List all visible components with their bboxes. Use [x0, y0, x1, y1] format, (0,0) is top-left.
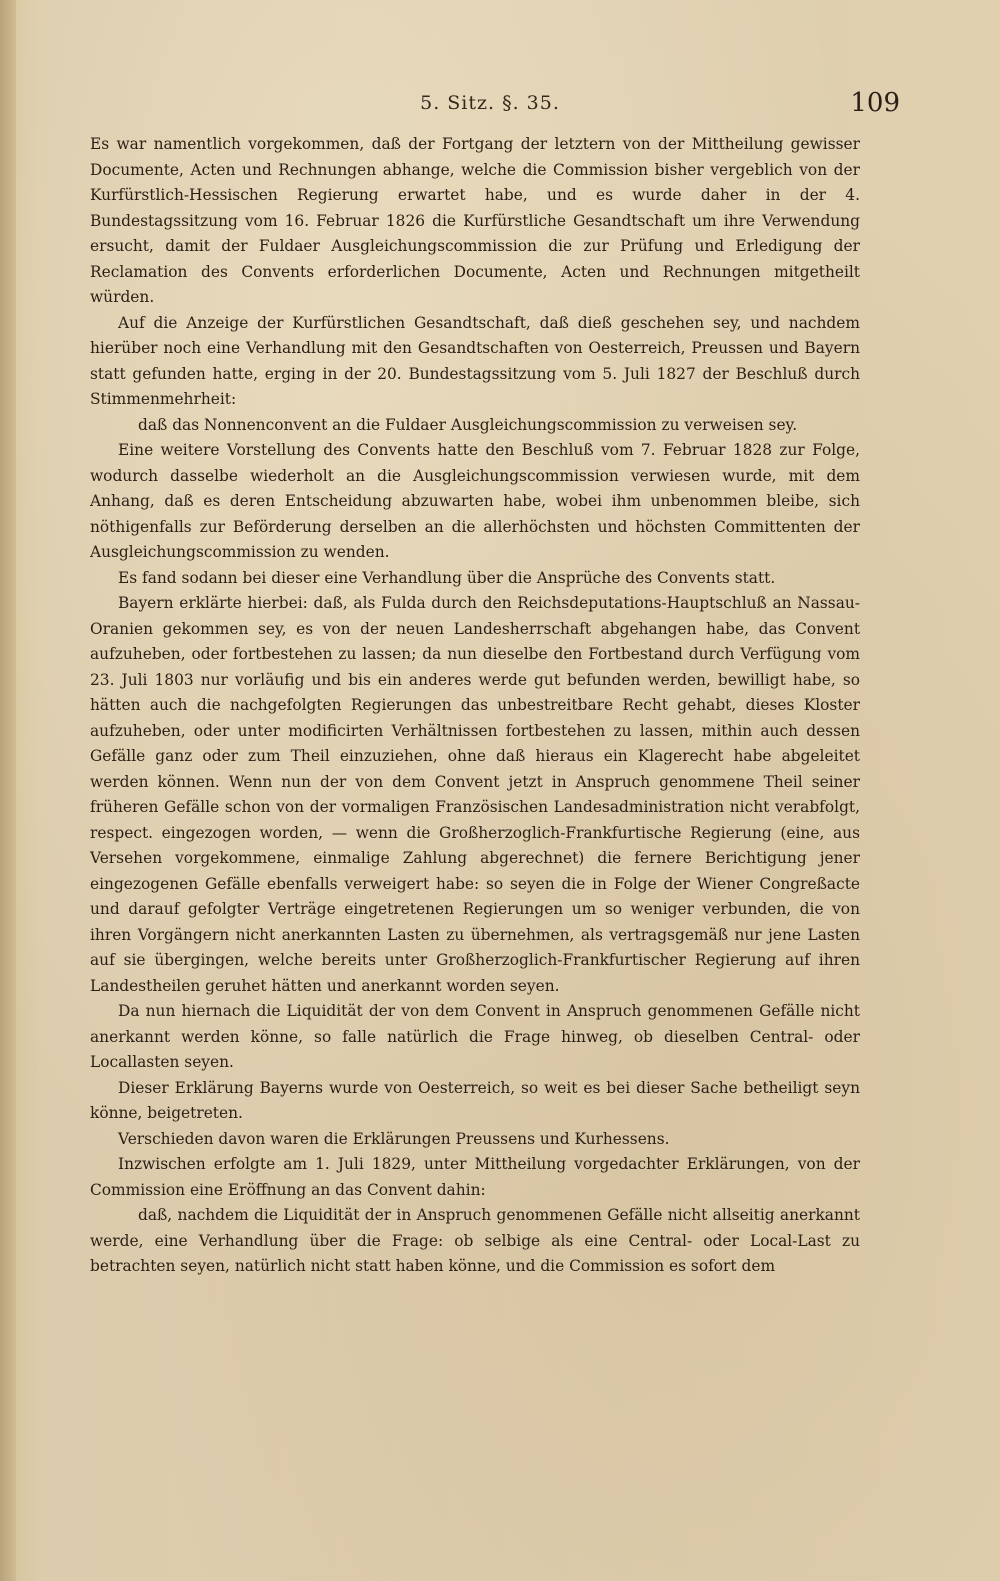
page-spine-shadow [0, 0, 16, 1581]
paragraph: Dieser Erklärung Bayerns wurde von Oesterreich, so weit es bei dieser Sache betheiligt seyn könne, beigetreten. [90, 1078, 860, 1122]
quoted-resolution: daß, nachdem die Liquidität der in Anspruch genommenen Gefälle nicht allseitig anerkannt werde, eine Verhandlung über die Frage: ob selbige als eine Central- oder Local-Last zu betrachten seyen, natürlich nicht statt haben könne, und die Commission es sofort dem [90, 1206, 860, 1275]
paragraph: Auf die Anzeige der Kurfürstlichen Gesandtschaft, daß dieß geschehen sey, und nachdem hierüber noch eine Verhandlung mit den Gesandtschaften von Oesterreich, Preussen und Bayern statt gefunden hatte, erging in der 20. Bundestagssitzung vom 5. Juli 1827 der Beschluß durch Stimmenmehrheit: [90, 313, 860, 408]
paragraph: Da nun hiernach die Liquidität der von dem Convent in Anspruch genommenen Gefälle nicht anerkannt werden könne, so falle natürlich die Frage hinweg, ob dieselben Central- oder Locallasten seyen. [90, 1002, 860, 1071]
paragraph: Verschieden davon waren die Erklärungen Preussens und Kurhessens. [118, 1129, 670, 1148]
running-head: 5. Sitz. §. 35. [420, 92, 560, 114]
page-number: 109 [850, 88, 900, 118]
paragraph: Es war namentlich vorgekommen, daß der Fortgang der letztern von der Mittheilung gewisser Documente, Acten und Rechnungen abhange, welche die Commission bisher vergeblich von der Kurfürstlich-Hessischen Regierung erwartet habe, und es wurde daher in der 4. Bundestagssitzung vom 16. Februar 1826 die Kurfürstliche Gesandtschaft um ihre Verwendung ersucht, damit der Fuldaer Ausgleichungscommission die zur Prüfung und Erledigung der Reclamation des Convents erforderlichen Documente, Acten und Rechnungen mitgetheilt würden. [90, 135, 860, 306]
page-header [80, 88, 900, 126]
paragraph: Inzwischen erfolgte am 1. Juli 1829, unter Mittheilung vorgedachter Erklärungen, von der Commission eine Eröffnung an das Convent dahin: [90, 1155, 860, 1199]
paragraph: Es fand sodann bei dieser eine Verhandlung über die Ansprüche des Convents statt. [118, 568, 776, 587]
body-text [90, 132, 860, 1280]
quoted-resolution: daß das Nonnenconvent an die Fuldaer Ausgleichungscommission zu verweisen sey. [138, 415, 798, 434]
paragraph: Eine weitere Vorstellung des Convents hatte den Beschluß vom 7. Februar 1828 zur Folge, wodurch dasselbe wiederholt an die Ausgleichungscommission verwiesen wurde, mit dem Anhang, daß es deren Entscheidung abzuwarten habe, wobei ihm unbenommen bleibe, sich nöthigenfalls zur Beförderung derselben an die allerhöchsten und höchsten Committenten der Ausgleichungscommission zu wenden. [90, 441, 860, 561]
paragraph: Bayern erklärte hierbei: daß, als Fulda durch den Reichsdeputations-Hauptschluß an Nassau-Oranien gekommen sey, es von der neuen Landesherrschaft abgehangen habe, das Convent aufzuheben, oder fortbestehen zu lassen; da nun dieselbe den Fortbestand durch Verfügung vom 23. Juli 1803 nur vorläufig und bis ein anderes werde gut befunden werden, bewilligt habe, so hätten auch die nachgefolgten Regierungen das unbestreitbare Recht gehabt, dieses Kloster aufzuheben, oder unter modificirten Verhältnissen fortbestehen zu lassen, mithin auch dessen Gefälle ganz oder zum Theil einzuziehen, ohne daß hieraus ein Klagerecht habe abgeleitet werden können. Wenn nun der von dem Convent jetzt in Anspruch genommene Theil seiner früheren Gefälle schon von der vormaligen Französischen Landesadministration nicht verabfolgt, respect. eingezogen worden, — wenn die Großherzoglich-Frankfurtische Regierung (eine, aus Versehen vorgekommene, einmalige Zahlung abgerechnet) die fernere Berichtigung jener eingezogenen Gefälle ebenfalls verweigert habe: so seyen die in Folge der Wiener Congreßacte und darauf gefolgter Verträge eingetretenen Regierungen um so weniger verbunden, die von ihren Vorgängern nicht anerkannten Lasten zu übernehmen, als vertragsgemäß nur jene Lasten auf sie übergingen, welche bereits unter Großherzoglich-Frankfurtischer Regierung auf ihren Landestheilen geruhet hätten und anerkannt worden seyen. [90, 594, 860, 995]
